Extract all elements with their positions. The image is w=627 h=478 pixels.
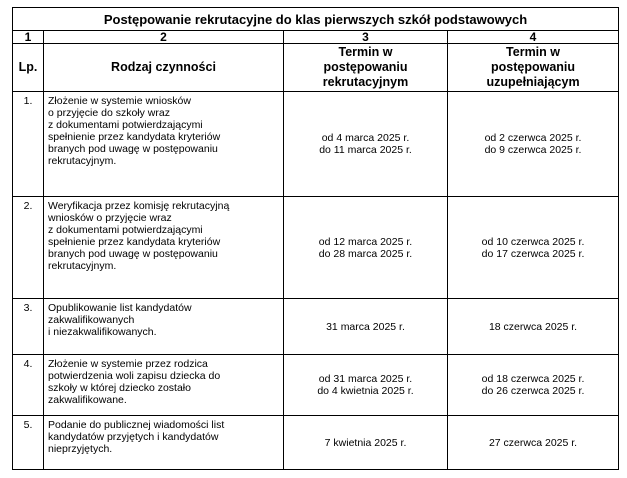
activity-line: Złożenie w systemie wniosków bbox=[48, 95, 191, 107]
activity-line: wniosków o przyjęcie wraz bbox=[48, 212, 172, 224]
date-line: 31 marca 2025 r. bbox=[326, 320, 405, 333]
lp-cell: 3. bbox=[13, 299, 44, 355]
supplementary-date-cell bbox=[448, 197, 619, 299]
supplementary-term-header bbox=[448, 44, 619, 92]
column-number: 4 bbox=[448, 31, 619, 44]
activity-line: Złożenie w systemie przez rodzica bbox=[48, 358, 208, 370]
column-number: 1 bbox=[13, 31, 44, 44]
activity-line: z dokumentami potwierdzającymi bbox=[48, 224, 203, 236]
lp-cell: 5. bbox=[13, 416, 44, 470]
recruitment-date-cell bbox=[284, 416, 448, 470]
date-line: do 17 czerwca 2025 r. bbox=[481, 247, 585, 260]
date-line: od 2 czerwca 2025 r. bbox=[484, 132, 582, 144]
header-line: uzupełniającym bbox=[486, 75, 580, 89]
activity-line: potwierdzenia woli zapisu dziecka do bbox=[48, 370, 221, 382]
table-row bbox=[13, 416, 619, 470]
date-line: 7 kwietnia 2025 r. bbox=[324, 436, 407, 449]
activity-cell bbox=[44, 299, 284, 355]
header-line: Termin w bbox=[506, 45, 560, 59]
lp-header: Lp. bbox=[13, 44, 44, 92]
table-row bbox=[13, 355, 619, 416]
date-line: do 26 czerwca 2025 r. bbox=[481, 385, 585, 397]
activity-line: rekrutacyjnym. bbox=[48, 260, 117, 272]
lp-cell: 1. bbox=[13, 92, 44, 197]
table-row bbox=[13, 92, 619, 197]
date-line: do 11 marca 2025 r. bbox=[319, 144, 412, 156]
header-line: postępowaniu bbox=[491, 60, 576, 74]
activity-line: zakwalifikowane. bbox=[48, 394, 127, 406]
column-number: 3 bbox=[284, 31, 448, 44]
activity-line: kandydatów przyjętych i kandydatów bbox=[48, 431, 219, 443]
supplementary-date-cell bbox=[448, 92, 619, 197]
activity-line: branych pod uwagę w postępowaniu bbox=[48, 143, 218, 155]
date-line: od 18 czerwca 2025 r. bbox=[481, 373, 585, 385]
date-line: do 28 marca 2025 r. bbox=[318, 247, 413, 260]
activity-line: Podanie do publicznej wiadomości list bbox=[48, 419, 225, 431]
header-line: rekrutacyjnym bbox=[322, 75, 409, 89]
date-line: 18 czerwca 2025 r. bbox=[488, 320, 578, 333]
column-number: 2 bbox=[44, 31, 284, 44]
recruitment-date-cell bbox=[284, 355, 448, 416]
activity-cell bbox=[44, 197, 284, 299]
date-line: 27 czerwca 2025 r. bbox=[488, 436, 578, 449]
header-line: postępowaniu bbox=[323, 60, 408, 74]
table-title: Postępowanie rekrutacyjne do klas pierwszych szkół podstawowych bbox=[13, 8, 619, 31]
lp-cell: 2. bbox=[13, 197, 44, 299]
recruitment-date-cell bbox=[284, 197, 448, 299]
date-line: od 10 czerwca 2025 r. bbox=[481, 235, 585, 248]
supplementary-date-cell bbox=[448, 299, 619, 355]
header-line: Termin w bbox=[338, 45, 393, 59]
table-row bbox=[13, 197, 619, 299]
activity-line: rekrutacyjnym. bbox=[48, 155, 117, 167]
activity-cell bbox=[44, 355, 284, 416]
column-number-row bbox=[13, 31, 619, 44]
activity-line: Weryfikacja przez komisję rekrutacyjną bbox=[48, 200, 230, 212]
activity-line: z dokumentami potwierdzającymi bbox=[48, 119, 203, 131]
header-row bbox=[13, 44, 619, 92]
activity-line: spełnienie przez kandydata kryteriów bbox=[48, 236, 221, 248]
date-line: od 31 marca 2025 r. bbox=[318, 373, 413, 385]
activity-header: Rodzaj czynności bbox=[44, 44, 284, 92]
activity-line: o przyjęcie do szkoły wraz bbox=[48, 107, 170, 119]
date-line: od 4 marca 2025 r. bbox=[321, 132, 410, 144]
activity-cell bbox=[44, 92, 284, 197]
activity-line: zakwalifikowanych bbox=[48, 314, 135, 326]
recruitment-date-cell bbox=[284, 299, 448, 355]
activity-line: nieprzyjętych. bbox=[48, 443, 113, 455]
date-line: do 9 czerwca 2025 r. bbox=[484, 144, 582, 156]
table-row bbox=[13, 299, 619, 355]
activity-line: szkoły w której dziecko zostało bbox=[48, 382, 191, 394]
activity-cell bbox=[44, 416, 284, 470]
activity-line: branych pod uwagę w postępowaniu bbox=[48, 248, 218, 260]
supplementary-date-cell bbox=[448, 416, 619, 470]
activity-line: spełnienie przez kandydata kryteriów bbox=[48, 131, 221, 143]
date-line: do 4 kwietnia 2025 r. bbox=[317, 385, 414, 397]
activity-line: Opublikowanie list kandydatów bbox=[48, 302, 192, 314]
date-line: od 12 marca 2025 r. bbox=[318, 235, 413, 248]
supplementary-date-cell bbox=[448, 355, 619, 416]
recruitment-date-cell bbox=[284, 92, 448, 197]
activity-line: i niezakwalifikowanych. bbox=[48, 326, 157, 338]
recruitment-schedule-table bbox=[12, 7, 619, 470]
lp-cell: 4. bbox=[13, 355, 44, 416]
recruitment-term-header bbox=[284, 44, 448, 92]
title-row bbox=[13, 8, 619, 31]
